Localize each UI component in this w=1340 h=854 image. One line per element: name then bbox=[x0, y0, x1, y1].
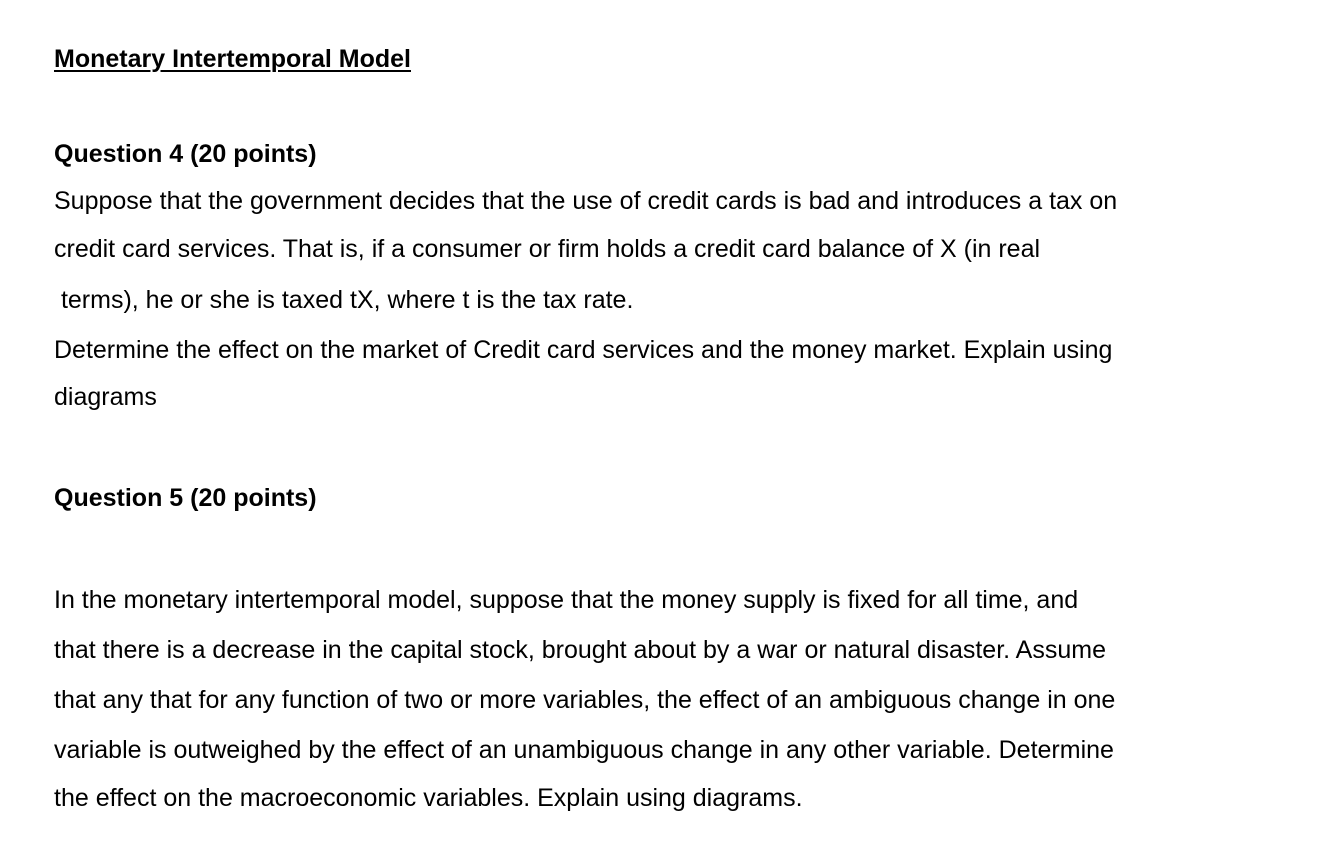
question-5-line: that any that for any function of two or more variables, the effect of an ambiguous change in one bbox=[54, 686, 1116, 714]
question-5-heading: Question 5 (20 points) bbox=[54, 484, 317, 512]
question-5-line: variable is outweighed by the effect of an unambiguous change in any other variable. Determine bbox=[54, 736, 1114, 764]
question-4-line: Suppose that the government decides that the use of credit cards is bad and introduces a tax on bbox=[54, 187, 1118, 215]
question-5-line: the effect on the macroeconomic variables. Explain using diagrams. bbox=[54, 784, 803, 812]
question-4-line: Determine the effect on the market of Credit card services and the money market. Explain using bbox=[54, 336, 1113, 364]
question-4-line: terms), he or she is taxed tX, where t is the tax rate. bbox=[54, 286, 634, 314]
question-5-line: that there is a decrease in the capital stock, brought about by a war or natural disaster. Assume bbox=[54, 636, 1106, 664]
question-4-heading: Question 4 (20 points) bbox=[54, 140, 317, 168]
question-4-line: diagrams bbox=[54, 383, 157, 411]
question-5-line: In the monetary intertemporal model, suppose that the money supply is fixed for all time, and bbox=[54, 586, 1079, 614]
question-4-line: credit card services. That is, if a consumer or firm holds a credit card balance of X (in real bbox=[54, 235, 1041, 263]
document-title: Monetary Intertemporal Model bbox=[54, 45, 411, 73]
